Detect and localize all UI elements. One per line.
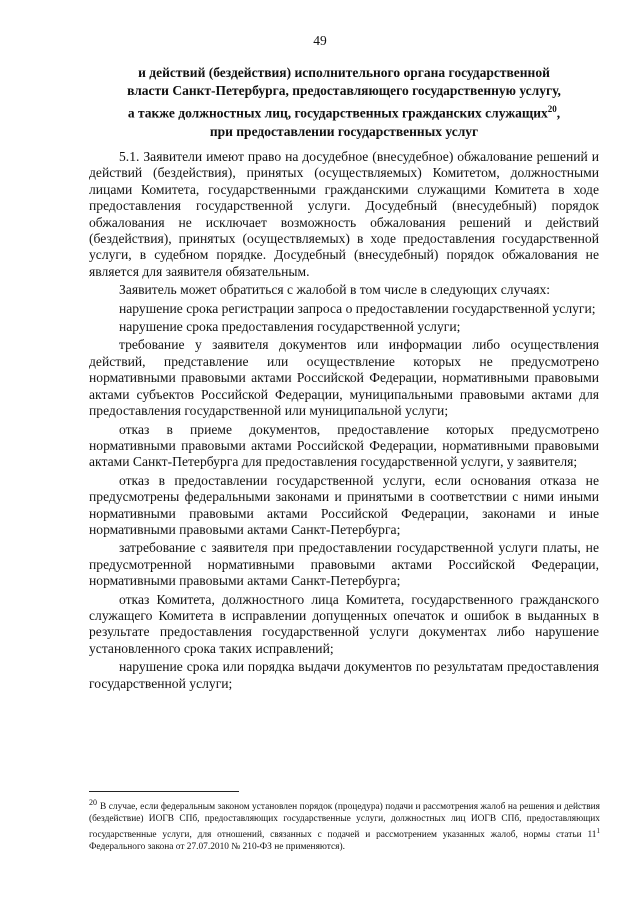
footnote-reference[interactable]: 20: [547, 104, 557, 114]
section-heading: [88, 64, 600, 141]
paragraph: отказ в предоставлении государственной услуги, если основания отказа не предусмотрены федеральными законами и принятыми в соответствии с ними иными нормативными правовыми актами Российской Федерации, законами и иные нормативными правовыми актами Санкт-Петербурга;: [89, 472, 599, 537]
paragraph: Заявитель может обратиться с жалобой в том числе в следующих случаях:: [119, 282, 551, 298]
heading-line-2: власти Санкт-Петербурга, предоставляющего государственную услугу,: [127, 83, 561, 98]
footnote-text-part2: Федерального закона от 27.07.2010 № 210-ФЗ не применяются).: [89, 841, 345, 852]
paragraph: отказ в приеме документов, предоставление которых предусмотрено нормативными правовыми актами Российской Федерации, нормативными правовыми актами Санкт-Петербурга для предоставления государственной услуги, у заявителя;: [89, 421, 599, 470]
paragraph: нарушение срока регистрации запроса о предоставлении государственной услуги;: [119, 300, 596, 316]
paragraph: нарушение срока предоставления государственной услуги;: [119, 319, 461, 335]
footnote-divider: [89, 791, 239, 792]
heading-line-3-end: ,: [556, 105, 561, 121]
heading-line-1: и действий (бездействия) исполнительного органа государственной: [138, 65, 550, 80]
heading-line-4: при предоставлении государственных услуг: [209, 123, 479, 139]
footnote-superscript: 1: [596, 826, 600, 835]
footnote: [89, 797, 600, 853]
heading-line-3-text: а также должностных лиц, государственных гражданских служащих: [127, 105, 548, 121]
paragraph: отказ Комитета, должностного лица Комитета, государственного гражданского служащего Комитета в исправлении допущенных опечаток и ошибок в выданных в результате предоставления государственной услуги документах либо нарушение установленного срока таких исправлений;: [89, 591, 599, 656]
paragraph: нарушение срока или порядка выдачи документов по результатам предоставления государственной услуги;: [89, 659, 599, 691]
paragraph: требование у заявителя документов или информации либо осуществления действий, представление или осуществление которых не предусмотрено нормативными правовыми актами Российской Федерации, нормативными правовыми актами субъектов Российской Федерации, муниципальными правовыми актами для предоставления государственной или муниципальной услуги;: [89, 337, 599, 419]
footnote-marker: 20: [89, 798, 97, 807]
paragraph: затребование с заявителя при предоставлении государственной услуги платы, не предусмотренной нормативными правовыми актами Российской Федерации, нормативными правовыми актами Санкт-Петербурга;: [89, 540, 599, 589]
body-text: [89, 149, 599, 694]
heading-line-3: [88, 100, 600, 123]
footnote-text-part1: В случае, если федеральным законом установлен порядок (процедура) подачи и рассмотрения жалоб на решения и действия (бездействие) ИОГВ СПб, предоставляющих государственные услуги, должностных лиц ИОГВ СПб, предоставляющих государственные услуги, для отношений, связанных с подачей и рассмотрением указанных жалоб, нормы статьи 11: [89, 802, 600, 840]
page-number: 49: [313, 33, 327, 48]
paragraph: 5.1. Заявители имеют право на досудебное (внесудебное) обжалование решений и действий (бездействия), принятых (осуществляемых) Комитетом, должностными лицами Комитета, государственными гражданскими служащими Комитета в ходе предоставления государственной услуги. Досудебный (внесудебный) порядок обжалования не исключает возможность обжалования решений и действий (бездействия), принятых (осуществляемых) в ходе предоставления государственной услуги, в судебном порядке. Досудебный (внесудебный) порядок обжалования не является для заявителя обязательным.: [89, 149, 599, 279]
